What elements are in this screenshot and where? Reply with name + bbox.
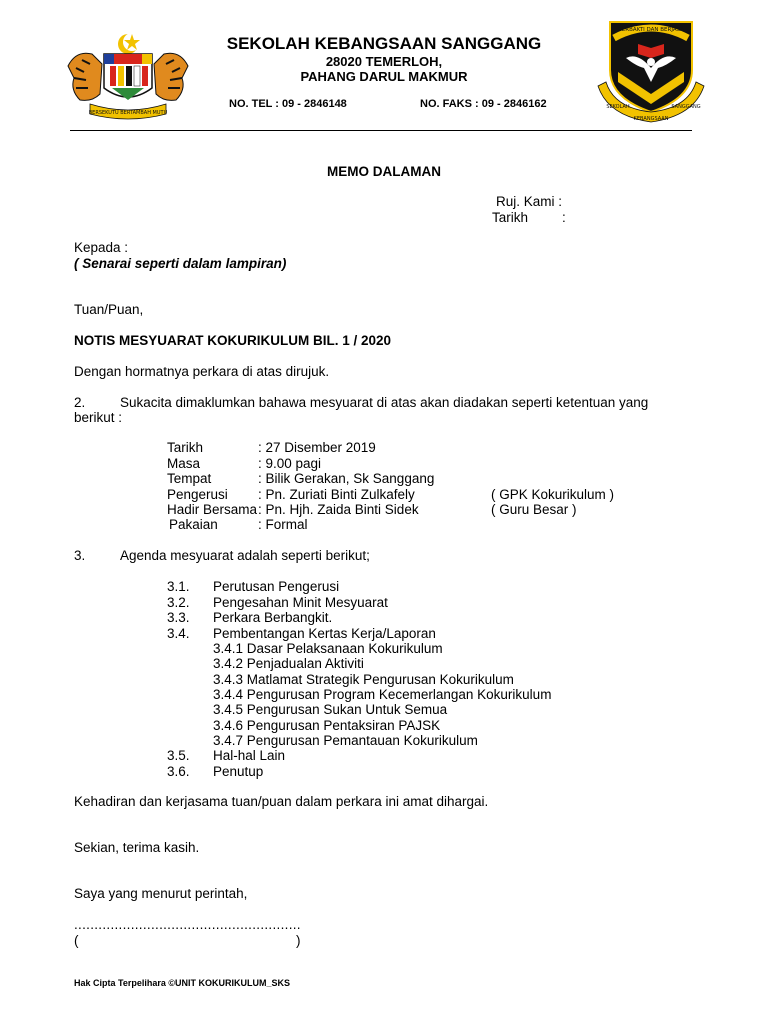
- subagenda-item: 3.4.5 Pengurusan Sukan Untuk Semua: [213, 702, 448, 717]
- crest-ribbon-top: BERBAKTI DAN BERJASA: [618, 27, 684, 33]
- memo-subject: NOTIS MESYUARAT KOKURIKULUM BIL. 1 / 2020: [74, 333, 392, 348]
- para2-line2: berikut :: [74, 410, 123, 425]
- detail-value: : Pn. Zuriati Binti Zulkafely: [258, 487, 415, 502]
- detail-value: : Pn. Hjh. Zaida Binti Sidek: [258, 502, 419, 517]
- fax-number: NO. FAKS : 09 - 2846162: [420, 98, 547, 110]
- detail-label: Tempat: [167, 471, 212, 486]
- ruj-label: Ruj. Kami :: [496, 194, 563, 209]
- agenda-number: 3.4.: [167, 626, 190, 641]
- agenda-item: Perutusan Pengerusi: [213, 579, 340, 594]
- address-line1: 28020 TEMERLOH,: [325, 54, 443, 69]
- signature-name-open: (: [74, 933, 79, 948]
- agenda-item: Pembentangan Kertas Kerja/Laporan: [213, 626, 436, 641]
- crest-ribbon-right: SANGGANG: [671, 104, 701, 110]
- tarikh-colon: :: [562, 210, 566, 225]
- intro-paragraph: Dengan hormatnya perkara di atas dirujuk.: [74, 364, 330, 379]
- detail-value: : Bilik Gerakan, Sk Sanggang: [258, 471, 435, 486]
- detail-value: : Formal: [258, 517, 308, 532]
- para2-line1: Sukacita dimaklumkan bahawa mesyuarat di atas akan diadakan seperti ketentuan yang: [120, 395, 649, 410]
- para3-number: 3.: [74, 548, 86, 563]
- signature-name-close: ): [296, 933, 301, 948]
- agenda-number: 3.2.: [167, 595, 190, 610]
- closing-signoff: Saya yang menurut perintah,: [74, 886, 248, 901]
- detail-value: : 27 Disember 2019: [258, 440, 376, 455]
- detail-label: Masa: [167, 456, 201, 471]
- signature-line: ........................................................: [74, 917, 301, 932]
- subagenda-item: 3.4.7 Pengurusan Pemantauan Kokurikulum: [213, 733, 478, 748]
- agenda-item: Penutup: [213, 764, 264, 779]
- agenda-number: 3.5.: [167, 748, 190, 763]
- header-divider: [70, 130, 692, 131]
- detail-label: Pengerusi: [167, 487, 228, 502]
- detail-label: Hadir Bersama: [167, 502, 258, 517]
- kepada-label: Kepada :: [74, 240, 129, 255]
- subagenda-item: 3.4.4 Pengurusan Program Kecemerlangan Kokurikulum: [213, 687, 552, 702]
- agenda-item: Perkara Berbangkit.: [213, 610, 333, 625]
- tel-number: NO. TEL : 09 - 2846148: [229, 98, 347, 110]
- agenda-number: 3.6.: [167, 764, 190, 779]
- para2-number: 2.: [74, 395, 86, 410]
- kepada-value: ( Senarai seperti dalam lampiran): [74, 256, 287, 271]
- para3-text: Agenda mesyuarat adalah seperti berikut;: [120, 548, 370, 563]
- tarikh-label: Tarikh: [492, 210, 529, 225]
- crest-ribbon-left: SEKOLAH: [606, 104, 630, 110]
- subagenda-item: 3.4.2 Penjadualan Aktiviti: [213, 656, 364, 671]
- left-crest-motto: BERSEKUTU BERTAMBAH MUTU: [88, 110, 168, 116]
- detail-value: : 9.00 pagi: [258, 456, 322, 471]
- salutation: Tuan/Puan,: [74, 302, 144, 317]
- closing-thanks: Sekian, terima kasih.: [74, 840, 200, 855]
- detail-note: ( Guru Besar ): [491, 502, 577, 517]
- school-name: SEKOLAH KEBANGSAAN SANGGANG: [226, 34, 542, 53]
- detail-label: Pakaian: [169, 517, 218, 532]
- agenda-item: Pengesahan Minit Mesyuarat: [213, 595, 388, 610]
- agenda-item: Hal-hal Lain: [213, 748, 286, 763]
- subagenda-item: 3.4.6 Pengurusan Pentaksiran PAJSK: [213, 718, 441, 733]
- subagenda-item: 3.4.3 Matlamat Strategik Pengurusan Kokurikulum: [213, 672, 514, 687]
- footer-copyright: Hak Cipta Terpelihara ©UNIT KOKURIKULUM_SKS: [74, 978, 290, 988]
- agenda-number: 3.1.: [167, 579, 190, 594]
- school-crest-icon: [596, 16, 706, 128]
- detail-label: Tarikh: [167, 440, 204, 455]
- agenda-number: 3.3.: [167, 610, 190, 625]
- crest-ribbon-mid: KEBANGSAAN: [633, 116, 669, 122]
- closing-appreciation: Kehadiran dan kerjasama tuan/puan dalam perkara ini amat dihargai.: [74, 794, 489, 809]
- address-line2: PAHANG DARUL MAKMUR: [300, 69, 468, 84]
- memo-title: MEMO DALAMAN: [327, 164, 441, 179]
- subagenda-item: 3.4.1 Dasar Pelaksanaan Kokurikulum: [213, 641, 443, 656]
- detail-note: ( GPK Kokurikulum ): [491, 487, 615, 502]
